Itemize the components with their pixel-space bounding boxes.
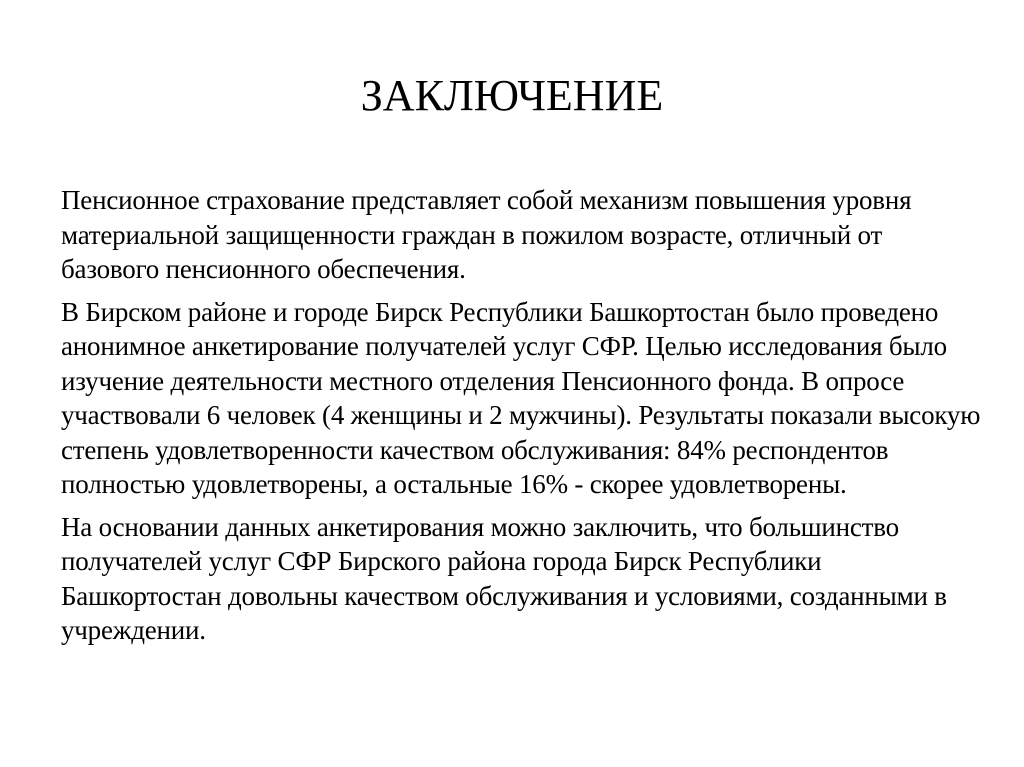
paragraph-conclusion: На основании данных анкетирования можно заключить, что большинство получателей услуг СФР Бирского района города Бирск Республики Башкортостан довольны качеством обслуживания и условиями, созданными в учреждении. bbox=[61, 511, 947, 645]
slide-title: ЗАКЛЮЧЕНИЕ bbox=[360, 71, 664, 120]
slide-body bbox=[61, 183, 981, 656]
paragraph-survey: В Бирском районе и городе Бирск Республики Башкортостан было проведено анонимное анкетирование получателей услуг СФР. Целью исследования было изучение деятельности местного отделения Пенсионного фонда. В опросе участвовали 6 человек (4 женщины и 2 мужчины). Результаты показали высокую степень удовлетворенности качеством обслуживания: 84% респондентов полностью удовлетворены, а остальные 16% - скорее удовлетворены. bbox=[61, 296, 981, 499]
paragraph-intro: Пенсионное страхование представляет собой механизм повышения уровня материальной защищенности граждан в пожилом возрасте, отличный от базового пенсионного обеспечения. bbox=[61, 185, 912, 284]
